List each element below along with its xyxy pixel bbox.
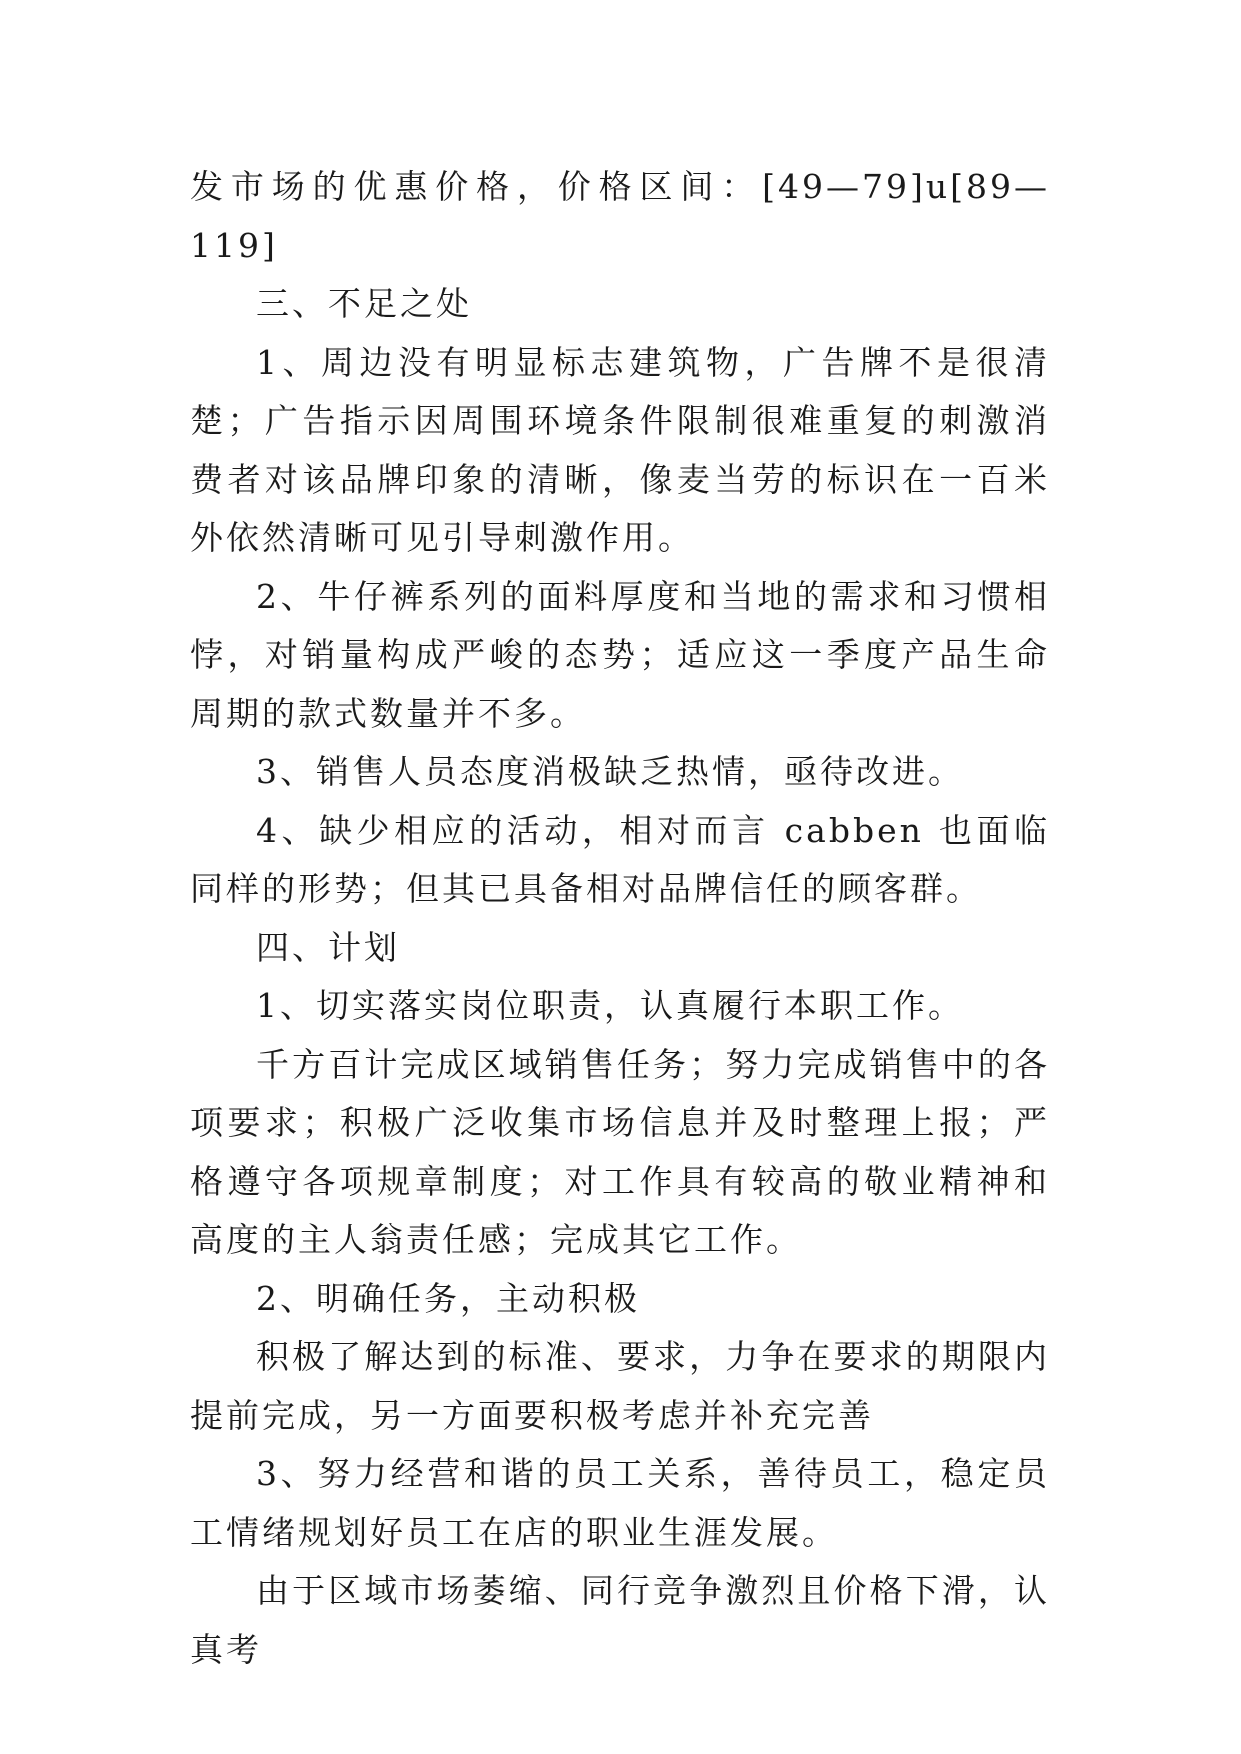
document-body — [190, 158, 1050, 1679]
paragraph-plan-2-detail: 积极了解达到的标准、要求，力争在要求的期限内提前完成，另一方面要积极考虑并补充完善 — [190, 1337, 1050, 1435]
paragraph-plan-continuation: 由于区域市场萎缩、同行竞争激烈且价格下滑，认真考 — [190, 1571, 1050, 1669]
paragraph-shortcoming-3: 3、销售人员态度消极缺乏热情，亟待改进。 — [256, 752, 964, 791]
paragraph-plan-1: 1、切实落实岗位职责，认真履行本职工作。 — [256, 986, 964, 1025]
paragraph-plan-3: 3、努力经营和谐的员工关系，善待员工，稳定员工情绪规划好员工在店的职业生涯发展。 — [190, 1454, 1050, 1552]
section-heading-shortcomings: 三、不足之处 — [256, 284, 472, 323]
paragraph-shortcoming-1: 1、周边没有明显标志建筑物，广告牌不是很清楚；广告指示因周围环境条件限制很难重复的刺激消费者对该品牌印象的清晰，像麦当劳的标识在一百米外依然清晰可见引导刺激作用。 — [190, 342, 1050, 557]
paragraph-shortcoming-2: 2、牛仔裤系列的面料厚度和当地的需求和习惯相悖，对销量构成严峻的态势；适应这一季度产品生命周期的款式数量并不多。 — [190, 576, 1050, 733]
paragraph-shortcoming-4: 4、缺少相应的活动，相对而言 cabben 也面临同样的形势；但其已具备相对品牌信任的顾客群。 — [190, 810, 1050, 908]
paragraph-price-range: 发市场的优惠价格，价格区间：[49—79]u[89—119] — [190, 167, 1050, 265]
section-heading-plan: 四、计划 — [256, 927, 400, 967]
paragraph-plan-1-detail: 千方百计完成区域销售任务；努力完成销售中的各项要求；积极广泛收集市场信息并及时整理上报；严格遵守各项规章制度；对工作具有较高的敬业精神和高度的主人翁责任感；完成其它工作。 — [190, 1044, 1050, 1259]
paragraph-plan-2: 2、明确任务，主动积极 — [256, 1278, 640, 1318]
